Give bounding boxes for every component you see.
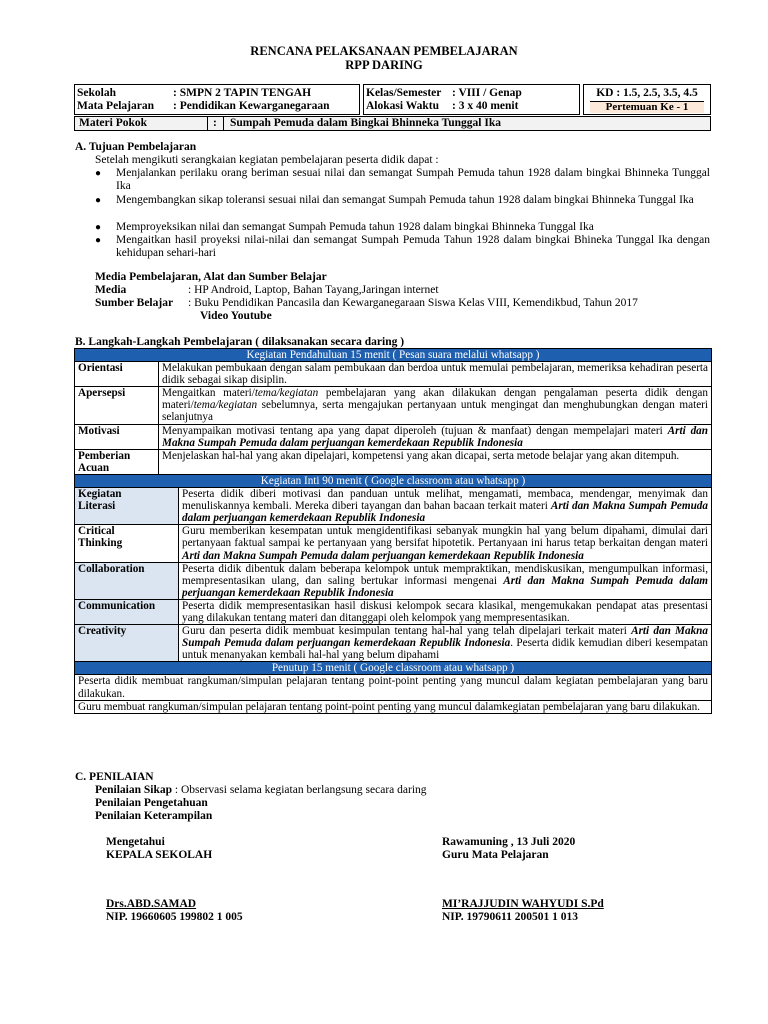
row-label-collaboration: Collaboration — [75, 562, 179, 599]
table-row — [75, 675, 712, 700]
creativity-text: Guru dan peserta didik membuat kesimpulan tentang hal-hal yang telah dipelajari terkait materi — [182, 625, 627, 638]
apersepsi-italic: tema/kegiatan — [254, 387, 319, 400]
motivasi-text: Menyampaikan motivasi tentang apa yang dapat diperoleh (tujuan & manfaat) dengan mempelajari materi — [162, 424, 663, 437]
acuan-label-1: Pemberian — [78, 449, 131, 462]
table-row — [75, 525, 712, 562]
collaboration-materi: Arti dan Makna Sumpah Pemuda dalam perjuangan kemerdekaan Republik Indonesia — [182, 574, 709, 599]
tujuan-heading: A. Tujuan Pembelajaran — [75, 141, 197, 153]
kepala-nip: NIP. 19660605 199802 1 005 — [106, 911, 243, 923]
alokasi-value: : 3 x 40 menit — [452, 99, 519, 112]
place-date: Rawamuning , 13 Juli 2020 — [442, 836, 576, 848]
row-label-critical — [75, 525, 179, 562]
row-text-apersepsi — [159, 387, 712, 424]
table-row — [75, 488, 712, 525]
pendahuluan-band: Kegiatan Pendahuluan 15 menit ( Pesan suara melalui whatsapp ) — [75, 349, 712, 362]
kd-box — [583, 84, 711, 115]
apersepsi-italic: tema/kegiatan — [193, 399, 258, 412]
critical-materi: Arti dan Makna Sumpah Pemuda dalam perjuangan kemerdekaan Republik Indonesia — [182, 549, 584, 562]
media-heading: Media Pembelajaran, Alat dan Sumber Belajar — [95, 271, 327, 283]
document-title: RENCANA PELAKSANAAN PEMBELAJARAN — [250, 44, 518, 58]
guru-nip: NIP. 19790611 200501 1 013 — [442, 911, 578, 923]
literasi-text: Peserta didik diberi motivasi dan panduan untuk melihat, mengamati, membaca, mendengar, menyimak dan menuliskannya kembali. Mereka diberi tayangan dan bahan bacaan terkait materi — [182, 488, 708, 513]
apersepsi-text-part: Mengaitkan materi/ — [162, 387, 255, 400]
materi-sep: : — [213, 117, 217, 129]
media-value: : HP Android, Laptop, Bahan Tayang,Jaringan internet — [188, 284, 439, 296]
row-label-literasi — [75, 488, 179, 525]
row-text-acuan: Menjelaskan hal-hal yang akan dipelajari, kompetensi yang akan dicapai, serta metode belajar yang akan ditempuh. — [159, 449, 712, 474]
row-text-communication: Peserta didik mempresentasikan hasil diskusi kelompok secara klasikal, mengemukakan pendapat atas presentasi yang dilakukan tentang materi dan ditanggapi oleh kelompok yang mempresentasikan. — [179, 599, 712, 624]
materi-divider-2 — [223, 116, 224, 130]
tujuan-item-4: Mengaitkan hasil proyeksi nilai-nilai dan semangat Sumpah Pemuda Tahun 1928 dalam bingkai Bhineka Tunggal Ika dengan kehidupan sehari-hari — [116, 234, 710, 259]
penilaian-heading: C. PENILAIAN — [75, 771, 154, 783]
sumber-label: Sumber Belajar — [95, 297, 174, 309]
kelas-value: : VIII / Genap — [452, 87, 522, 99]
acuan-label-2: Acuan — [78, 461, 110, 474]
literasi-materi: Arti dan Makna Sumpah Pemuda dalam perjuangan kemerdekaan Republik Indonesia — [182, 500, 708, 525]
bullet-icon: ● — [95, 168, 102, 179]
sekolah-value: : SMPN 2 TAPIN TENGAH — [173, 87, 312, 99]
kelas-box — [363, 84, 580, 115]
row-text-orientasi: Melakukan pembukaan dengan salam pembukaan dan berdoa untuk memulai pembelajaran, memeriksa kehadiran peserta didik sebagai sikap disiplin. — [159, 362, 712, 387]
sikap-value: : Observasi selama kegiatan berlangsung secara daring — [172, 784, 427, 796]
mengetahui-label: Mengetahui — [106, 836, 165, 848]
inti-band: Kegiatan Inti 90 menit ( Google classroom atau whatsapp ) — [75, 474, 712, 487]
penutup-band: Penutup 15 menit ( Google classroom atau whatsapp ) — [75, 662, 712, 675]
alokasi-label: Alokasi Waktu — [366, 99, 439, 112]
penilaian-pengetahuan: Penilaian Pengetahuan — [95, 797, 208, 809]
row-label-acuan — [75, 449, 159, 474]
mapel-label: Mata Pelajaran — [77, 99, 154, 112]
critical-label-1: Critical — [78, 525, 115, 538]
pertemuan-label: Pertemuan Ke - 1 — [590, 101, 704, 113]
penutup-text-2: Guru membuat rangkuman/simpulan pelajaran tentang point-point penting yang muncul dalamkegiatan pembelajaran yang baru dilakukan. — [75, 700, 712, 713]
materi-value: Sumpah Pemuda dalam Bingkai Bhinneka Tunggal Ika — [230, 117, 502, 129]
row-text-collaboration — [179, 562, 712, 599]
creativity-materi: Arti dan Makna Sumpah Pemuda dalam perjuangan kemerdekaan Republik Indonesia — [182, 625, 708, 650]
materi-label: Materi Pokok — [79, 117, 148, 129]
materi-divider — [207, 116, 208, 130]
critical-label-2: Thinking — [78, 537, 123, 550]
table-row — [75, 700, 712, 713]
langkah-table — [74, 348, 712, 714]
tujuan-item-3: Memproyeksikan nilai dan semangat Sumpah Pemuda tahun 1928 dalam bingkai Bhinneka Tunggal Ika — [116, 221, 594, 233]
collaboration-text: Peserta didik dibentuk dalam beberapa kelompok untuk mempraktikan, mendiskusikan, mengumpulkan informasi, mempresentasikan ulang, dan saling bertukar informasi mengenai — [182, 562, 708, 587]
sumber-value: : Buku Pendidikan Pancasila dan Kewarganegaraan Siswa Kelas VIII, Kemendikbud, Tahun 2017 — [188, 297, 638, 309]
critical-text: Guru memberikan kesempatan untuk mengidentifikasi sebanyak mungkin hal yang belum dipahami, dimulai dari pertanyaan faktual sampai ke pertanyaan yang bersifat hipotetik. Pertanyaan ini harus tetap berkaitan dengan materi — [182, 525, 708, 550]
header-box — [74, 84, 711, 131]
motivasi-materi: Arti dan Makna Sumpah Pemuda dalam perjuangan kemerdekaan Republik Indonesia — [162, 424, 708, 449]
mapel-value: : Pendidikan Kewarganegaraan — [173, 99, 330, 112]
penilaian-sikap — [95, 784, 427, 797]
tujuan-item-1: Menjalankan perilaku orang beriman sesuai nilai dan semangat Sumpah Pemuda tahun 1928 dalam bingkai Bhinneka Tunggal Ika — [116, 167, 710, 192]
row-label-apersepsi: Apersepsi — [75, 387, 159, 424]
apersepsi-text-part: pembelajaran yang akan dilakukan dengan pengalaman peserta didik dengan materi/ — [162, 387, 708, 412]
sikap-label: Penilaian Sikap — [95, 784, 173, 796]
row-label-communication: Communication — [75, 599, 179, 624]
langkah-heading: B. Langkah-Langkah Pembelajaran ( dilaksanakan secara daring ) — [75, 336, 405, 348]
school-box — [74, 84, 360, 115]
guru-label: Guru Mata Pelajaran — [442, 849, 549, 861]
materi-bar — [74, 116, 711, 131]
row-text-motivasi — [159, 424, 712, 449]
row-text-creativity — [179, 625, 712, 662]
bullet-icon: ● — [95, 235, 102, 246]
row-label-motivasi: Motivasi — [75, 424, 159, 449]
bullet-icon: ● — [95, 195, 102, 206]
table-row — [75, 449, 712, 474]
bullet-icon: ● — [95, 222, 102, 233]
video-source: Video Youtube — [200, 310, 272, 322]
creativity-after: . Peserta didik kemudian diberi kesempatan untuk menanyakan kembali hal-hal yang belum dipahami — [182, 637, 708, 662]
apersepsi-text-part: sebelumnya, serta mengajukan pertanyaan untuk mengingat dan menghubungkan dengan materi selanjutnya — [162, 399, 708, 424]
tujuan-item-2: Mengembangkan sikap toleransi sesuai nilai dan semangat Sumpah Pemuda tahun 1928 dalam bingkai Bhinneka Tunggal Ika — [116, 194, 694, 206]
row-label-creativity: Creativity — [75, 625, 179, 662]
penilaian-keterampilan: Penilaian Keterampilan — [95, 810, 213, 822]
kepala-label: KEPALA SEKOLAH — [106, 849, 213, 861]
kepala-name: Drs.ABD.SAMAD — [106, 898, 197, 910]
guru-name: MI’RAJJUDIN WAHYUDI S.Pd — [442, 898, 604, 910]
table-row — [75, 387, 712, 424]
literasi-label-1: Kegiatan — [78, 488, 122, 501]
media-label: Media — [95, 284, 127, 296]
row-text-critical — [179, 525, 712, 562]
row-label-orientasi: Orientasi — [75, 362, 159, 387]
sekolah-label: Sekolah — [77, 87, 116, 99]
tujuan-intro: Setelah mengikuti serangkaian kegiatan pembelajaran peserta didik dapat : — [95, 154, 439, 166]
table-row — [75, 362, 712, 387]
table-row — [75, 599, 712, 624]
kd-value: KD : 1.5, 2.5, 3.5, 4.5 — [596, 87, 698, 99]
kelas-label: Kelas/Semester — [366, 87, 442, 99]
penutup-text-1: Peserta didik membuat rangkuman/simpulan pelajaran tentang point-point penting yang muncul dalam kegiatan pembelajaran yang baru dilakukan. — [75, 675, 712, 700]
literasi-label-2: Literasi — [78, 500, 116, 513]
document-subtitle: RPP DARING — [345, 58, 423, 72]
table-row — [75, 562, 712, 599]
table-row — [75, 424, 712, 449]
row-text-literasi — [179, 488, 712, 525]
table-row — [75, 625, 712, 662]
